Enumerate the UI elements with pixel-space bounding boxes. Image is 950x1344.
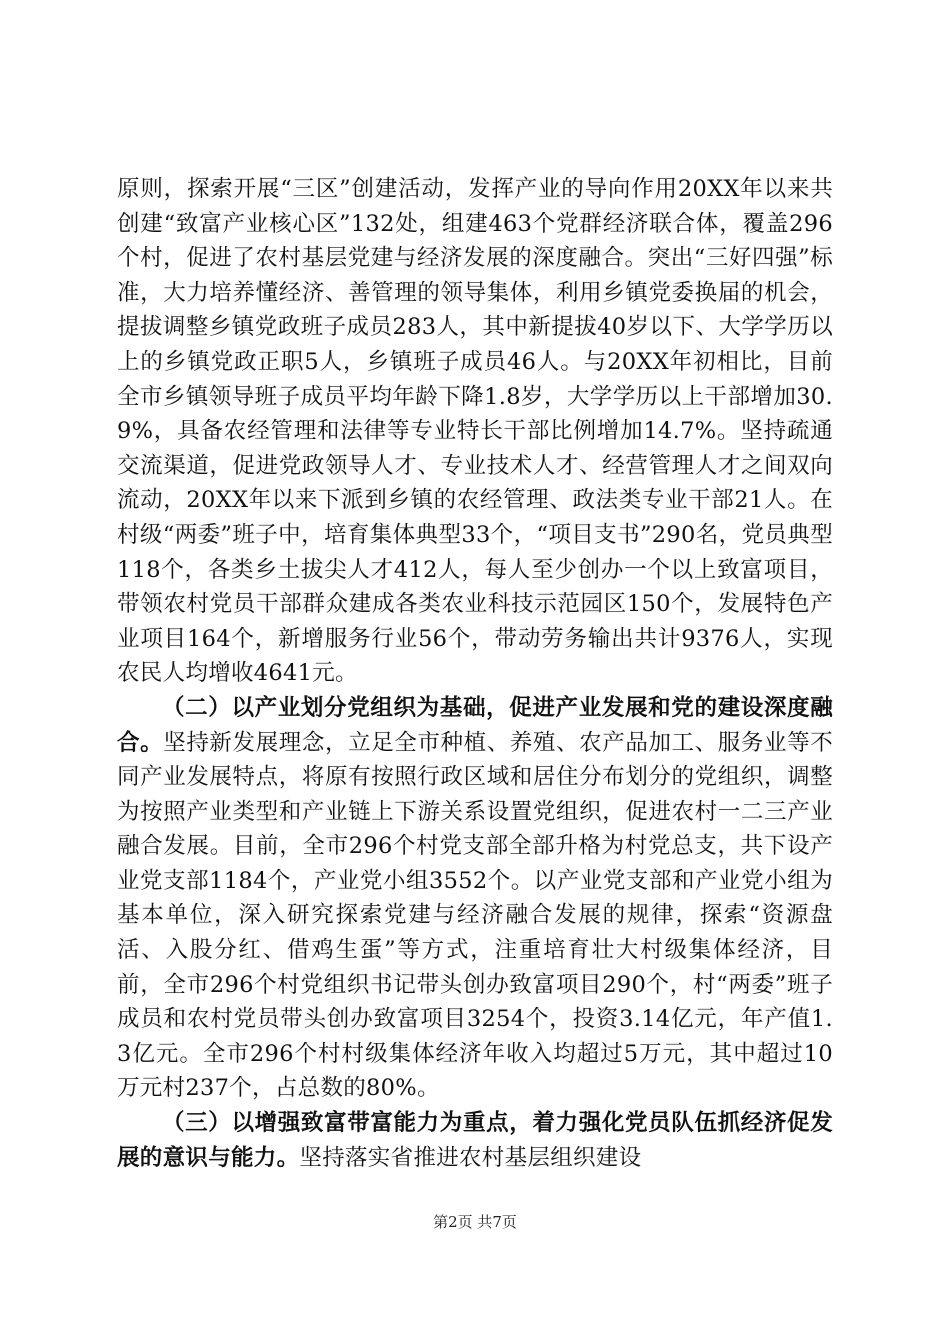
- section-2-text: 坚持新发展理念，立足全市种植、养殖、农产品加工、服务业等不同产业发展特点，将原有按照行政区域和居住分布划分的党组织，调整为按照产业类型和产业链上下游关系设置党组织，促进农村一二三产业融合发展。目前，全市296个村党支部全部升格为村党总支，共下设产业党支部1184个，产业党小组3552个。以产业党支部和产业党小组为基本单位，深入研究探索党建与经济融合发展的规律，探索“资源盘活、入股分红、借鸡生蛋”等方式，注重培育壮大村级集体经济，目前，全市296个村党组织书记带头创办致富项目290个，村“两委”班子成员和农村党员带头创办致富项目3254个，投资3.14亿元，年产值1.3亿元。全市296个村村级集体经济年收入均超过5万元，其中超过10万元村237个，占总数的80%。: [117, 729, 833, 1102]
- section-3-text: 坚持落实省推进农村基层组织建设: [299, 1144, 642, 1171]
- paragraph-section-2: [117, 691, 833, 1106]
- section-3-heading: （三）以增强致富带富能力为重点，着力强化党员队伍抓经济促发展的意识与能力。: [117, 1110, 833, 1171]
- section-2-heading: （二）以产业划分党组织为基础，促进产业发展和党的建设深度融合。: [117, 694, 833, 756]
- paragraph-text: 原则，探索开展“三区”创建活动，发挥产业的导向作用20XX年以来共创建“致富产业核心区”132处，组建463个党群经济联合体，覆盖296个村，促进了农村基层党建与经济发展的深度融合。突出“三好四强”标准，大力培养懂经济、善管理的领导集体，利用乡镇党委换届的机会，提拔调整乡镇党政班子成员283人，其中新提拔40岁以下、大学学历以上的乡镇党政正职5人，乡镇班子成员46人。与20XX年初相比，目前全市乡镇领导班子成员平均年龄下降1.8岁，大学学历以上干部增加30.9%，具备农经管理和法律等专业特长干部比例增加14.7%。坚持疏通交流渠道，促进党政领导人才、专业技术人才、经营管理人才之间双向流动，20XX年以来下派到乡镇的农经管理、政法类专业干部21人。在村级“两委”班子中，培育集体典型33个，“项目支书”290名，党员典型118个，各类乡土拔尖人才412人，每人至少创办一个以上致富项目，带领农村党员干部群众建成各类农业科技示范园区150个，发展特色产业项目164个，新增服务行业56个，带动劳务输出共计9376人，实现农民人均增收4641元。: [117, 176, 833, 687]
- document-body: [117, 172, 833, 1175]
- paragraph-section-3: [117, 1106, 833, 1175]
- page-number-footer: 第2页 共7页: [433, 1213, 517, 1231]
- paragraph-continuation: [117, 172, 833, 691]
